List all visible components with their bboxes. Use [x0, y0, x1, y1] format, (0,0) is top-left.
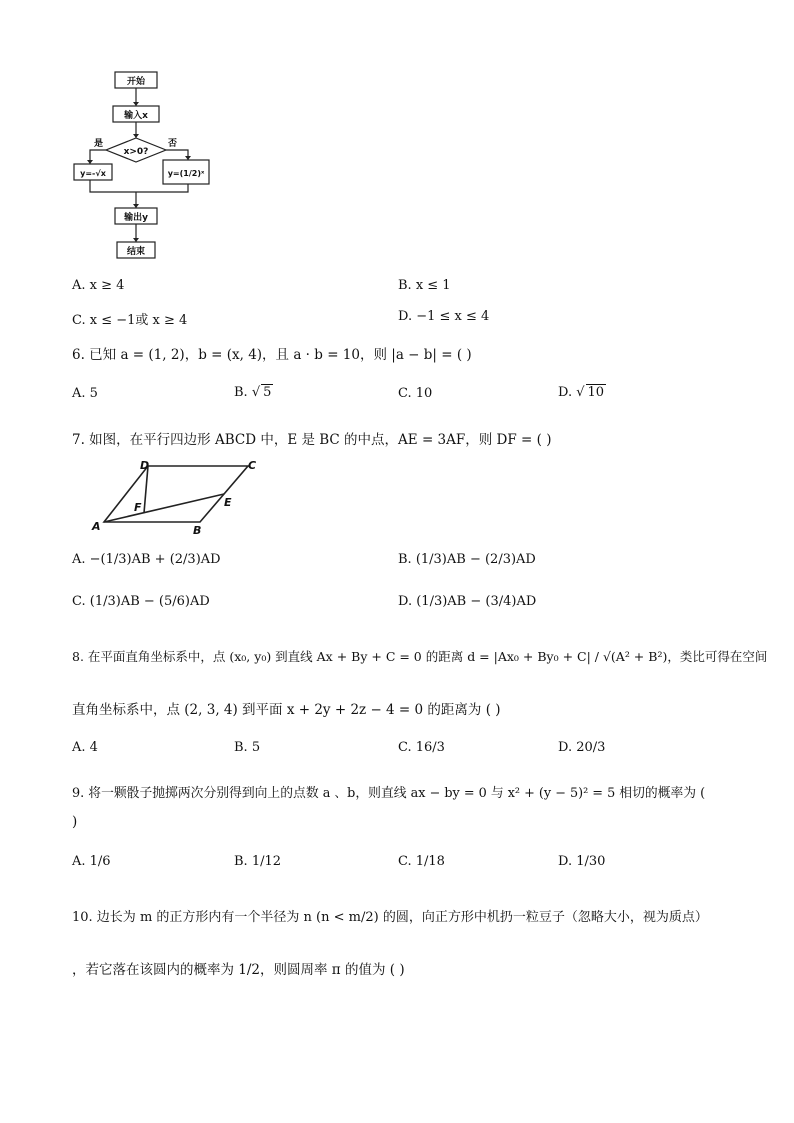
parallelogram-abcd [104, 466, 248, 522]
q6-option-a: A. 5 [72, 386, 98, 401]
point-d-label: D [140, 459, 150, 472]
q8-line-2: 直角坐标系中，点 (2, 3, 4) 到平面 x + 2y + 2z − 4 = 0 的距离为 ( ) [72, 702, 501, 718]
q6-option-b-value: 5 [263, 385, 272, 400]
flowchart-yes-text: 是 [94, 139, 104, 149]
q10-line-2: ，若它落在该圆内的概率为 1/2，则圆周率 π 的值为 ( ) [72, 962, 405, 978]
q8-option-a: A. 4 [72, 740, 98, 755]
q5-option-d: D. −1 ≤ x ≤ 4 [398, 309, 490, 324]
flowchart-cond-text: x>0? [123, 147, 149, 157]
q8-option-b: B. 5 [234, 740, 261, 755]
q8-option-d: D. 20/3 [558, 740, 606, 755]
point-f-label: F [134, 501, 142, 514]
point-a-label: A [92, 520, 101, 533]
q9-option-b: B. 1/12 [234, 854, 282, 869]
flowchart-no-text: 否 [168, 139, 178, 149]
flowchart-right-text: y=(1/2)ˣ [167, 169, 205, 178]
point-c-label: C [248, 459, 257, 472]
q5-option-c: C. x ≤ −1或 x ≥ 4 [72, 313, 188, 328]
q7-option-d: D. (1/3)AB − (3/4)AD [398, 594, 537, 609]
q7-option-c: C. (1/3)AB − (5/6)AD [72, 594, 210, 609]
q5-option-b: B. x ≤ 1 [398, 278, 451, 293]
q6-option-c: C. 10 [398, 386, 433, 401]
flowchart-left-text: y=-√x [80, 169, 106, 178]
segment-df [144, 466, 148, 513]
q8-line-1: 8. 在平面直角坐标系中，点 (x₀, y₀) 到直线 Ax + By + C = 0 的距离 d = |Ax₀ + By₀ + C| / √(A² + B²)，类比可得在空间 [72, 649, 768, 664]
point-b-label: B [193, 524, 202, 537]
flowchart-start-text: 开始 [126, 77, 146, 87]
flowchart-end-text: 结束 [126, 247, 146, 257]
q9-option-a: A. 1/6 [72, 854, 111, 869]
q6-option-b-label: B. [234, 385, 248, 400]
q10-line-1: 10. 边长为 m 的正方形内有一个半径为 n (n < m/2) 的圆，向正方形中机扔一粒豆子（忽略大小，视为质点） [72, 910, 708, 925]
q6-option-b: B. √ 5 [234, 385, 272, 400]
q9-option-c: C. 1/18 [398, 854, 445, 869]
q6-option-d-value: 10 [587, 385, 605, 400]
parallelogram-figure [90, 456, 270, 538]
q9-line-1: 9. 将一颗骰子抛掷两次分别得到向上的点数 a 、b，则直线 ax − by = 0 与 x² + (y − 5)² = 5 相切的概率为 ( [72, 786, 706, 801]
q9-line-2: ) [72, 814, 78, 830]
q7-stem: 7. 如图，在平行四边形 ABCD 中，E 是 BC 的中点，AE = 3AF，则 DF = ( ) [72, 432, 552, 448]
q7-option-b: B. (1/3)AB − (2/3)AD [398, 552, 536, 567]
q9-option-d: D. 1/30 [558, 854, 606, 869]
q5-option-a: A. x ≥ 4 [72, 278, 125, 293]
flowchart [70, 68, 210, 263]
q6-stem: 6. 已知 a = (1, 2)，b = (x, 4)，且 a · b = 10，则 |a − b| = ( ) [72, 347, 472, 363]
q7-option-a: A. −(1/3)AB + (2/3)AD [72, 552, 221, 567]
q6-option-d-label: D. [558, 385, 573, 400]
q6-option-d: D. √ 10 [558, 385, 605, 400]
q8-option-c: C. 16/3 [398, 740, 445, 755]
point-e-label: E [224, 496, 232, 509]
flowchart-output-text: 输出y [124, 213, 148, 223]
flowchart-input-text: 输入x [124, 111, 148, 121]
